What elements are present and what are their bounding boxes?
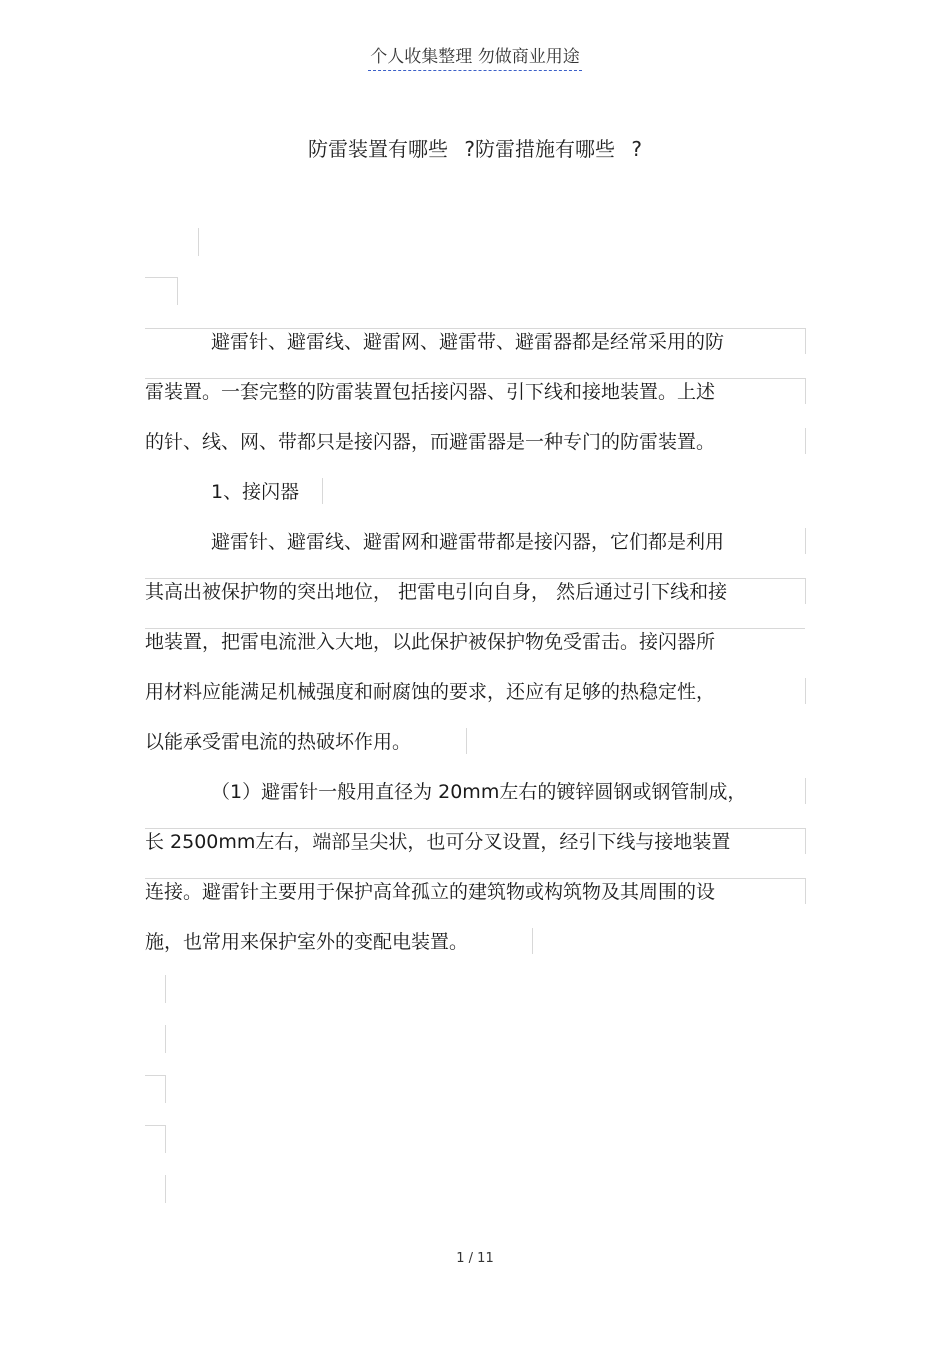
layout-mark [145,277,177,278]
layout-mark [145,1125,165,1126]
paragraph-line: 避雷针、避雷线、避雷网、避雷带、避雷器都是经常采用的防 [211,331,725,353]
paragraph-line: 避雷针、避雷线、避雷网和避雷带都是接闪器，它们都是利用 [211,531,725,553]
layout-mark [805,878,806,904]
layout-mark [165,1125,166,1153]
header-note-text: 个人收集整理 勿做商业用途 [368,47,581,71]
paragraph-line: 以能承受雷电流的热破坏作用。 [145,731,412,753]
layout-mark [805,678,806,704]
document-title: 防雷装置有哪些 ?防雷措施有哪些 ? [308,137,642,161]
paragraph-line: 连接。避雷针主要用于保护高耸孤立的建筑物或构筑物及其周围的设 [145,881,716,903]
header-watermark-note [0,42,950,67]
paragraph-line: 其高出被保护物的突出地位， 把雷电引向自身， 然后通过引下线和接 [145,581,728,603]
layout-mark [145,1075,165,1076]
section-heading: 1、接闪器 [211,481,300,503]
layout-mark [165,1075,166,1103]
layout-mark [805,378,806,404]
layout-mark [805,328,806,354]
paragraph-line: （1）避雷针一般用直径为 20mm左右的镀锌圆钢或钢管制成， [211,781,747,803]
layout-mark [198,228,199,256]
layout-mark [805,528,806,554]
paragraph-line: 长 2500mm左右，端部呈尖状，也可分叉设置，经引下线与接地装置 [145,831,731,853]
layout-mark [466,728,467,754]
layout-mark [532,928,533,954]
layout-mark [165,1025,166,1053]
layout-mark [165,975,166,1003]
layout-mark [805,578,806,604]
paragraph-line: 施，也常用来保护室外的变配电装置。 [145,931,469,953]
page-number: 1 / 11 [456,1251,494,1266]
layout-mark [805,778,806,804]
paragraph-line: 地装置，把雷电流泄入大地，以此保护被保护物免受雷击。接闪器所 [145,631,716,653]
paragraph-line: 的针、线、网、带都只是接闪器，而避雷器是一种专门的防雷装置。 [145,431,716,453]
layout-mark [805,828,806,854]
paragraph-line: 用材料应能满足机械强度和耐腐蚀的要求，还应有足够的热稳定性， [145,681,716,703]
paragraph-line: 雷装置。一套完整的防雷装置包括接闪器、引下线和接地装置。上述 [145,381,716,403]
layout-mark [805,428,806,454]
layout-mark [165,1175,166,1203]
layout-mark [177,277,178,305]
layout-mark [322,478,323,504]
